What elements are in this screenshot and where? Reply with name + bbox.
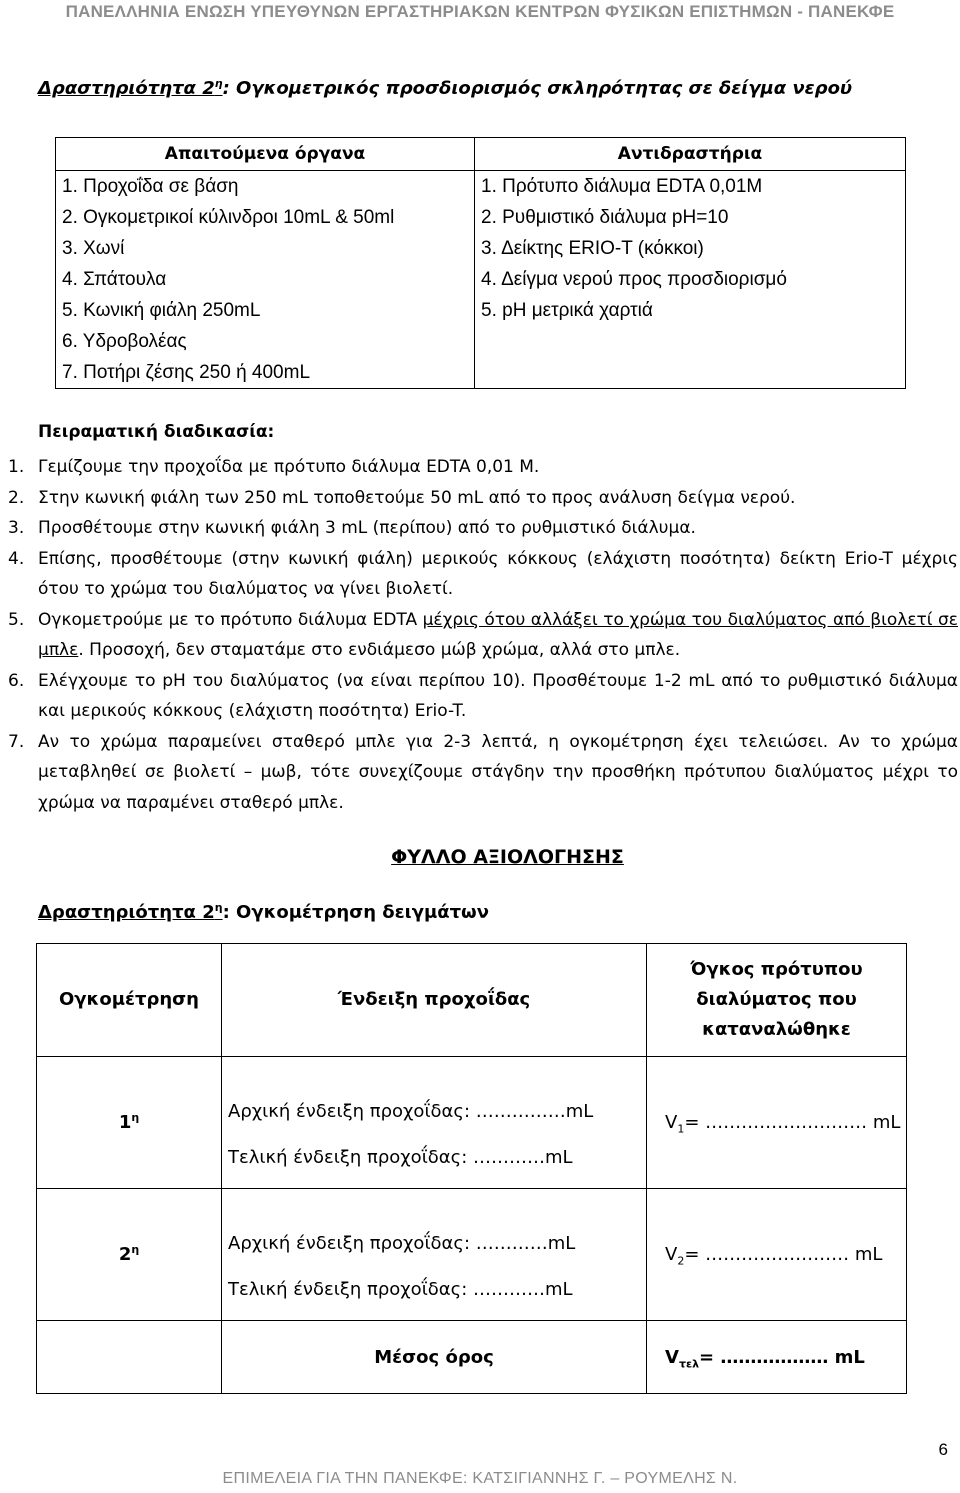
instrument-item: 6. Υδροβολέας <box>56 326 475 357</box>
table-row <box>37 1321 907 1394</box>
procedure-step: 1. Γεμίζουμε την προχοΐδα με πρότυπο διάλυμα EDTA 0,01 M. <box>8 457 540 477</box>
page-number: 6 <box>938 1440 948 1459</box>
procedure-step: 6. Ελέγχουμε το pH του διαλύματος (να είναι περίπου 10). Προσθέτουμε 1-2 mL από το ρυθμιστικό διάλυμα και μερικούς κόκκους (ελάχιστη ποσότητα) Erio-T. <box>8 670 958 721</box>
table-row <box>37 1057 907 1127</box>
table-row <box>37 1189 907 1259</box>
final-reading: Τελική ένδειξη προχοΐδας: …………mL <box>222 1258 647 1321</box>
activity-title-text: : Ογκομετρικός προσδιορισμός σκληρότητας σε δείγμα νερού <box>222 78 853 99</box>
reagent-item: 2. Ρυθμιστικό διάλυμα pH=10 <box>475 202 906 233</box>
activity-sup: η <box>214 77 223 90</box>
initial-reading: Αρχική ένδειξη προχοΐδας: ……………mL <box>222 1057 647 1127</box>
initial-reading: Αρχική ένδειξη προχοΐδας: …………mL <box>222 1189 647 1259</box>
reagent-item <box>475 357 906 389</box>
page-header: ΠΑΝΕΛΛΗΝΙΑ ΕΝΩΣΗ ΥΠΕΥΘΥΝΩΝ ΕΡΓΑΣΤΗΡΙΑΚΩΝ ΚΕΝΤΡΩΝ ΦΥΣΙΚΩΝ ΕΠΙΣΤΗΜΩΝ - ΠΑΝΕΚΦΕ <box>65 2 895 21</box>
volume-value: $V_1=$ ……………………… mL <box>647 1057 907 1189</box>
procedure-step: 5. Ογκομετρούμε με το πρότυπο διάλυμα EDTA μέχρις ότου αλλάξει το χρώμα του διαλύματος από βιολετί σε μπλε. Προσοχή, δεν σταματάμε στο ενδιάμεσο μώβ χρώμα, αλλά στο μπλε. <box>8 609 958 660</box>
procedure-step: 2. Στην κωνική φιάλη των 250 mL τοποθετούμε 50 mL από το προς ανάλυση δείγμα νερού. <box>8 487 796 508</box>
instrument-item: 7. Ποτήρι ζέσης 250 ή 400mL <box>56 357 475 389</box>
evaluation-title: ΦΥΛΛΟ ΑΞΙΟΛΟΓΗΣΗΣ <box>391 846 624 868</box>
col-header-volume: Όγκος πρότυπου διαλύματος που καταναλώθηκε <box>647 944 907 1057</box>
row-label: $2^\eta$ <box>37 1189 222 1321</box>
activity-title <box>38 78 852 99</box>
requirements-table <box>55 137 906 389</box>
mean-spacer <box>37 1321 222 1394</box>
instrument-item: 4. Σπάτουλα <box>56 264 475 295</box>
activity-label: Δραστηριότητα 2 <box>38 78 215 99</box>
instrument-item: 2. Ογκομετρικοί κύλινδροι 10mL & 50ml <box>56 202 475 233</box>
procedure-title: Πειραματική διαδικασία: <box>38 422 275 442</box>
reagent-item <box>475 326 906 357</box>
reagent-item: 1. Πρότυπο διάλυμα EDTA 0,01M <box>475 171 906 203</box>
instrument-item: 5. Κωνική φιάλη 250mL <box>56 295 475 326</box>
procedure-step: 7. Αν το χρώμα παραμείνει σταθερό μπλε για 2-3 λεπτά, η ογκομέτρηση έχει τελειώσει. Αν το χρώμα μεταβληθεί σε βιολετί – μωβ, τότε συνεχίζουμε στάγδην την προσθήκη πρότυπου διαλύματος μέχρι το χρώμα να παραμένει σταθερό μπλε. <box>8 731 958 813</box>
evaluation-table <box>36 943 907 1394</box>
volume-value: $V_2=$ …………………… mL <box>647 1189 907 1321</box>
col-header-burette: Ένδειξη προχοΐδας <box>222 944 647 1057</box>
procedure-steps <box>8 452 958 818</box>
reagent-item: 3. Δείκτης ERIO-T (κόκκοι) <box>475 233 906 264</box>
instruments-header: Απαιτούμενα όργανα <box>56 138 475 171</box>
instrument-item: 3. Χωνί <box>56 233 475 264</box>
mean-label: Μέσος όρος <box>222 1321 647 1394</box>
reagents-header: Αντιδραστήρια <box>475 138 906 171</box>
reagent-item: 5. pH μετρικά χαρτιά <box>475 295 906 326</box>
col-header-titration: Ογκομέτρηση <box>37 944 222 1057</box>
underlined-text: μέχρις ότου αλλάξει το χρώμα του διαλύματος από βιολετί σε μπλε <box>38 609 958 660</box>
procedure-step: 4. Επίσης, προσθέτουμε (στην κωνική φιάλη) μερικούς κόκκους (ελάχιστη ποσότητα) δείκτη Erio-T μέχρις ότου το χρώμα του διαλύματος να γίνει βιολετί. <box>8 548 958 599</box>
evaluation-activity-title: Δραστηριότητα $2^\eta$: Ογκομέτρηση δειγμάτων <box>38 901 489 923</box>
row-label: $1^\eta$ <box>37 1057 222 1189</box>
reagent-item: 4. Δείγμα νερού προς προσδιορισμό <box>475 264 906 295</box>
instrument-item: 1. Προχοΐδα σε βάση <box>56 171 475 203</box>
procedure-step: 3. Προσθέτουμε στην κωνική φιάλη 3 mL (περίπου) από το ρυθμιστικό διάλυμα. <box>8 518 696 538</box>
final-reading: Τελική ένδειξη προχοΐδας: …………mL <box>222 1126 647 1189</box>
page-footer: ΕΠΙΜΕΛΕΙΑ ΓΙΑ ΤΗΝ ΠΑΝΕΚΦΕ: ΚΑΤΣΙΓΙΑΝΝΗΣ Γ. – ΡΟΥΜΕΛΗΣ Ν. <box>222 1470 738 1487</box>
mean-value: $V_{\tau\varepsilon\lambda}=$ ……………… mL <box>647 1321 907 1394</box>
